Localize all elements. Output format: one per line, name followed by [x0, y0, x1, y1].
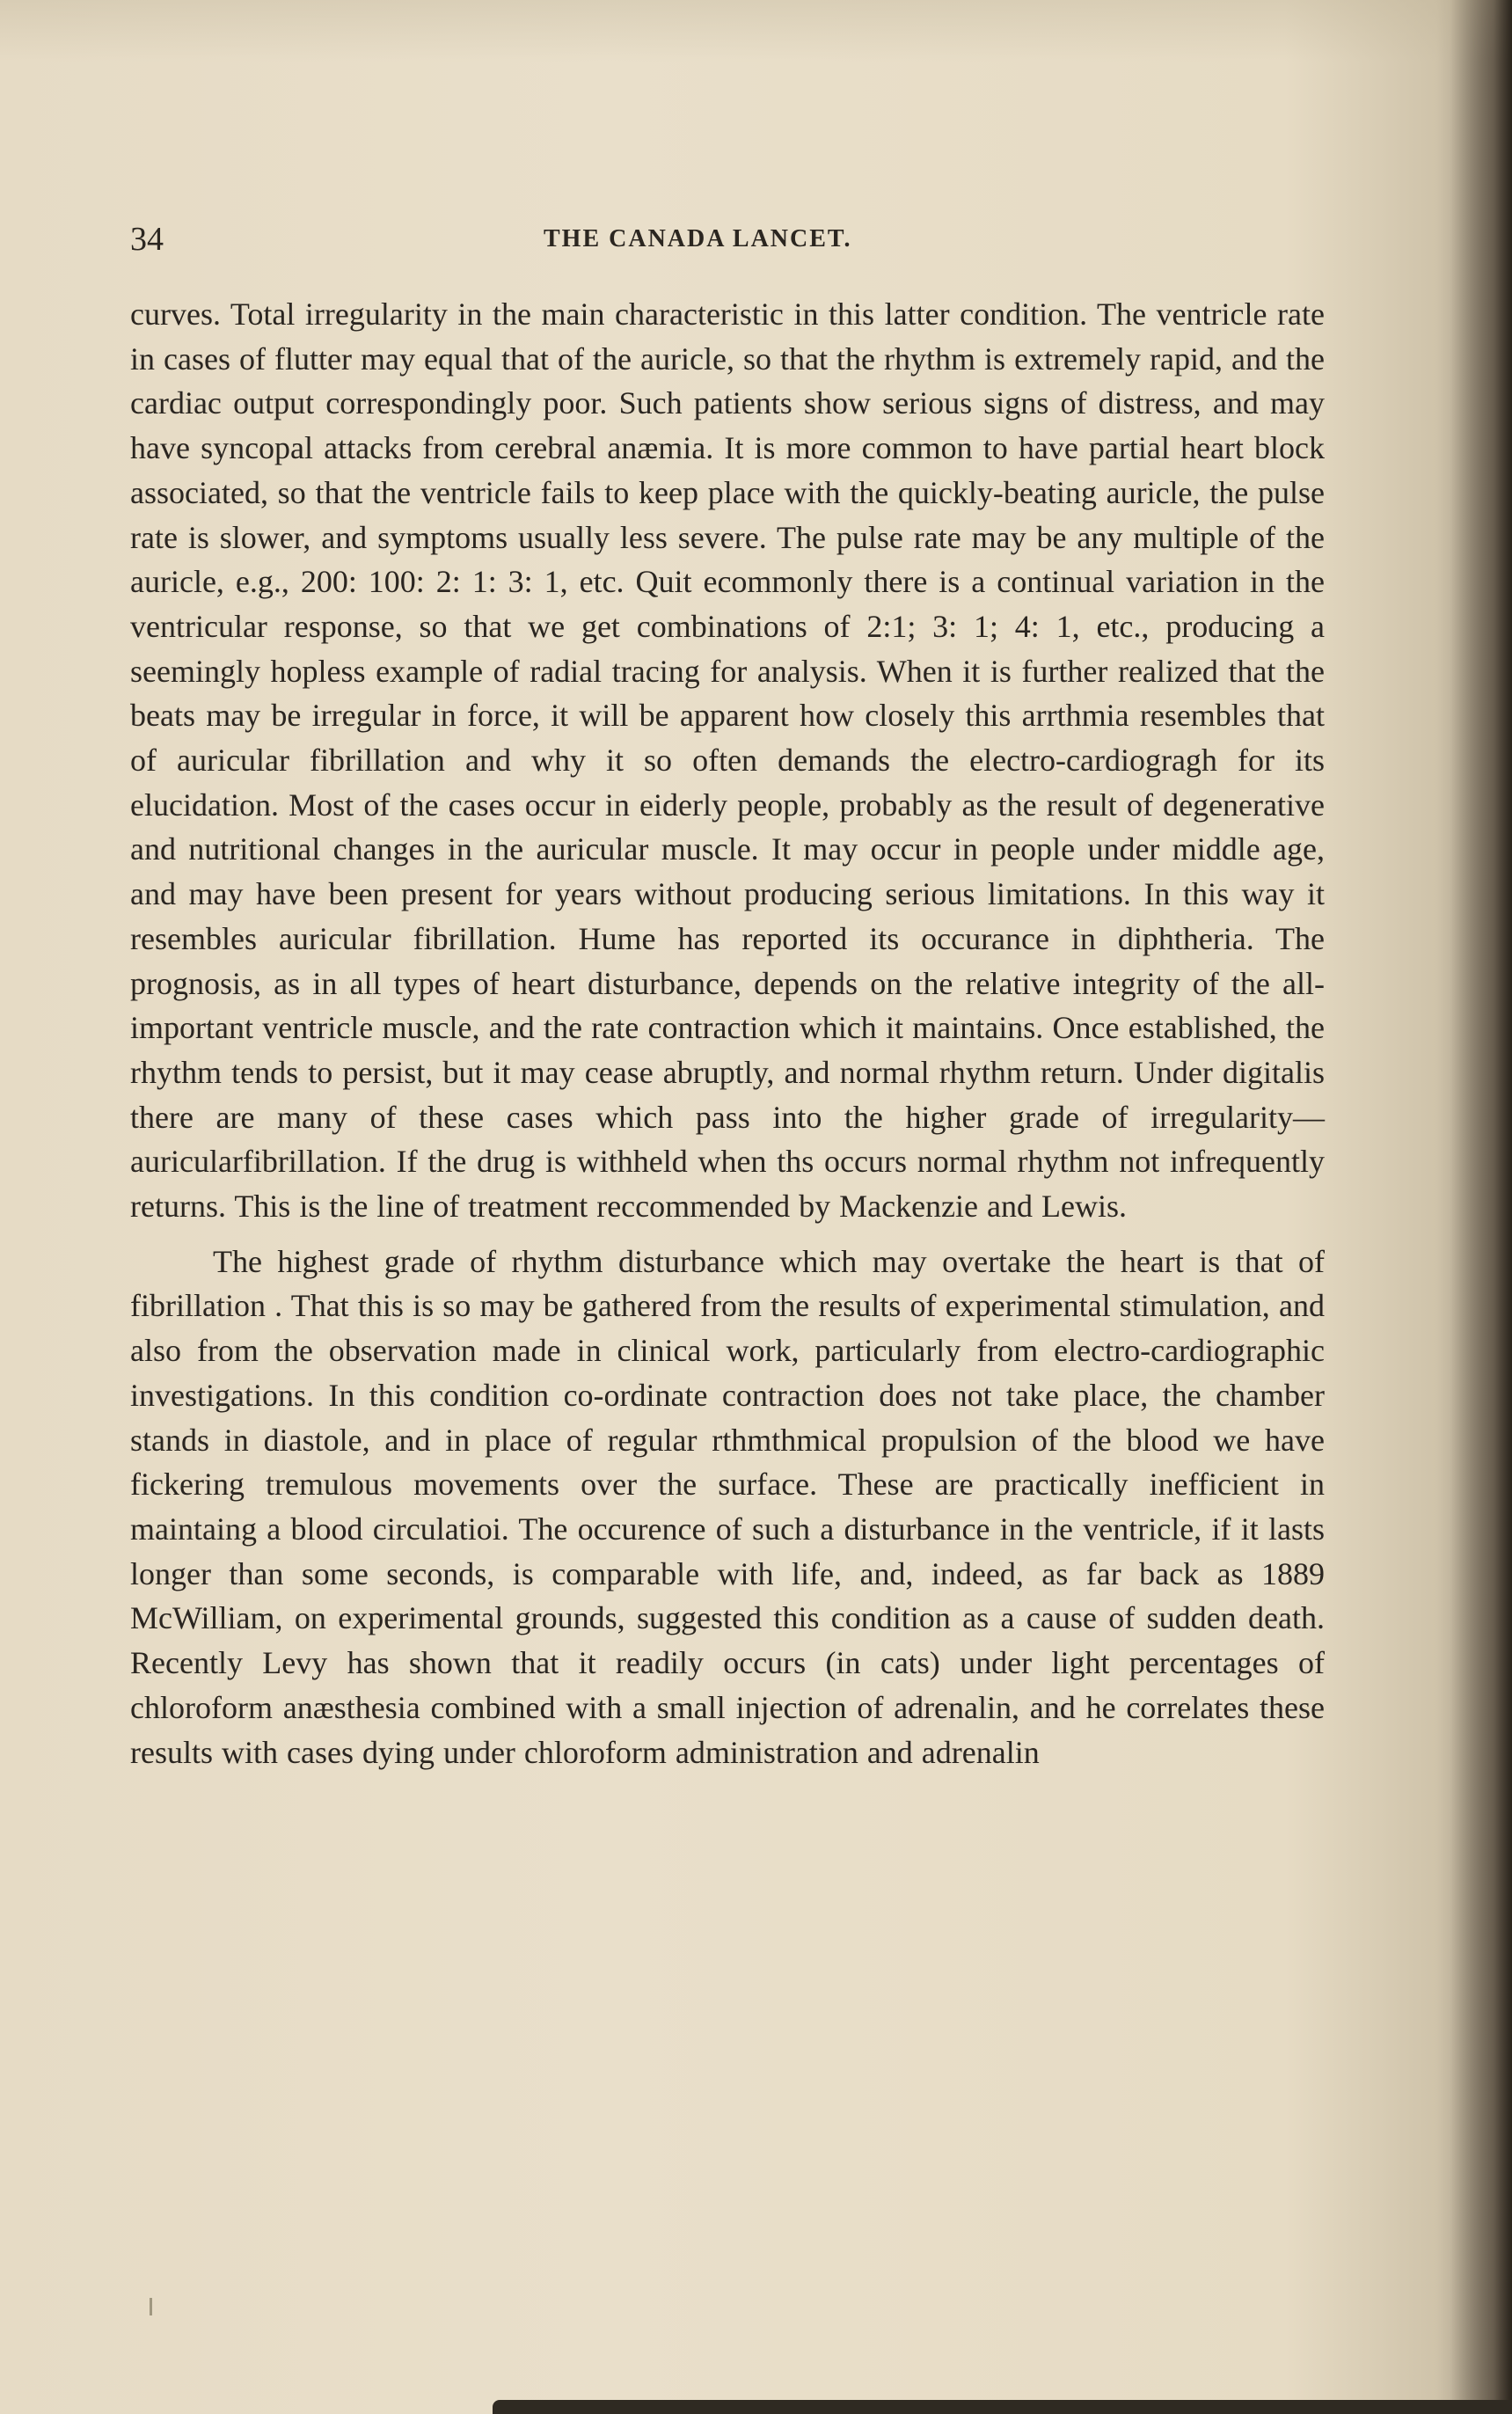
article-body: [130, 292, 1325, 1774]
page-bottom-edge: [493, 2400, 1512, 2414]
paragraph-fibrillation: The highest grade of rhythm disturbance which may overtake the heart is that of fibrillation . That this is so may be gathered from the results of experimental stimulation, and also from the observation made in clinical work, particularly from electro-cardiographic investigations. In this condition co-ordinate contraction does not take place, the chamber stands in diastole, and in place of regular rthmthmical propulsion of the blood we have fickering tremulous movements over the surface. These are practically inefficient in maintaing a blood circulatioi. The occurence of such a disturbance in the ventricle, if it lasts longer than some seconds, is comparable with life, and, indeed, as far back as 1889 McWilliam, on experimental grounds, suggested this condition as a cause of sudden death. Recently Levy has shown that it readily occurs (in cats) under light percentages of chloroform anæsthesia combined with a small injection of adrenalin, and he correlates these results with cases dying under chloroform administration and adrenalin: [130, 1243, 1325, 1770]
margin-mark: [150, 2298, 152, 2315]
paragraph-flutter: curves. Total irregularity in the main characteristic in this latter condition. The ventricle rate in cases of flutter may equal that of the auricle, so that the rhythm is extremely rapid, and the cardiac output correspondingly poor. Such patients show serious signs of distress, and may have syncopal attacks from cerebral anæmia. It is more common to have partial heart block associated, so that the ventricle fails to keep place with the quickly-beating auricle, the pulse rate is slower, and symptoms usually less severe. The pulse rate may be any multiple of the auricle, e.g., 200: 100: 2: 1: 3: 1, etc. Quit ecommonly there is a continual variation in the ventricular response, so that we get combinations of 2:1; 3: 1; 4: 1, etc., producing a seemingly hopless example of radial tracing for analysis. When it is further realized that the beats may be irregular in force, it will be apparent how closely this arrthmia resembles that of auricular fibrillation and why it so often demands the electro-cardiogragh for its elucidation. Most of the cases occur in eiderly people, probably as the result of degenerative and nutritional changes in the auricular muscle. It may occur in people under middle age, and may have been present for years without producing serious limitations. In this way it resembles auricular fibrillation. Hume has reported its occurance in diphtheria. The prognosis, as in all types of heart disturbance, depends on the relative integrity of the all-important ventricle muscle, and the rate contraction which it maintains. Once established, the rhythm tends to persist, but it may cease abruptly, and normal rhythm return. Under digitalis there are many of these cases which pass into the higher grade of irregularity—auricularfibrillation. If the drug is withheld when ths occurs normal rhythm not infrequently returns. This is the line of treatment reccommended by Mackenzie and Lewis.: [130, 296, 1325, 1225]
binding-shadow: [1450, 0, 1512, 2414]
running-head: [130, 220, 1326, 264]
page-top-shading: [0, 0, 1512, 62]
page-number: 34: [130, 221, 164, 258]
journal-title: THE CANADA LANCET.: [544, 225, 852, 252]
